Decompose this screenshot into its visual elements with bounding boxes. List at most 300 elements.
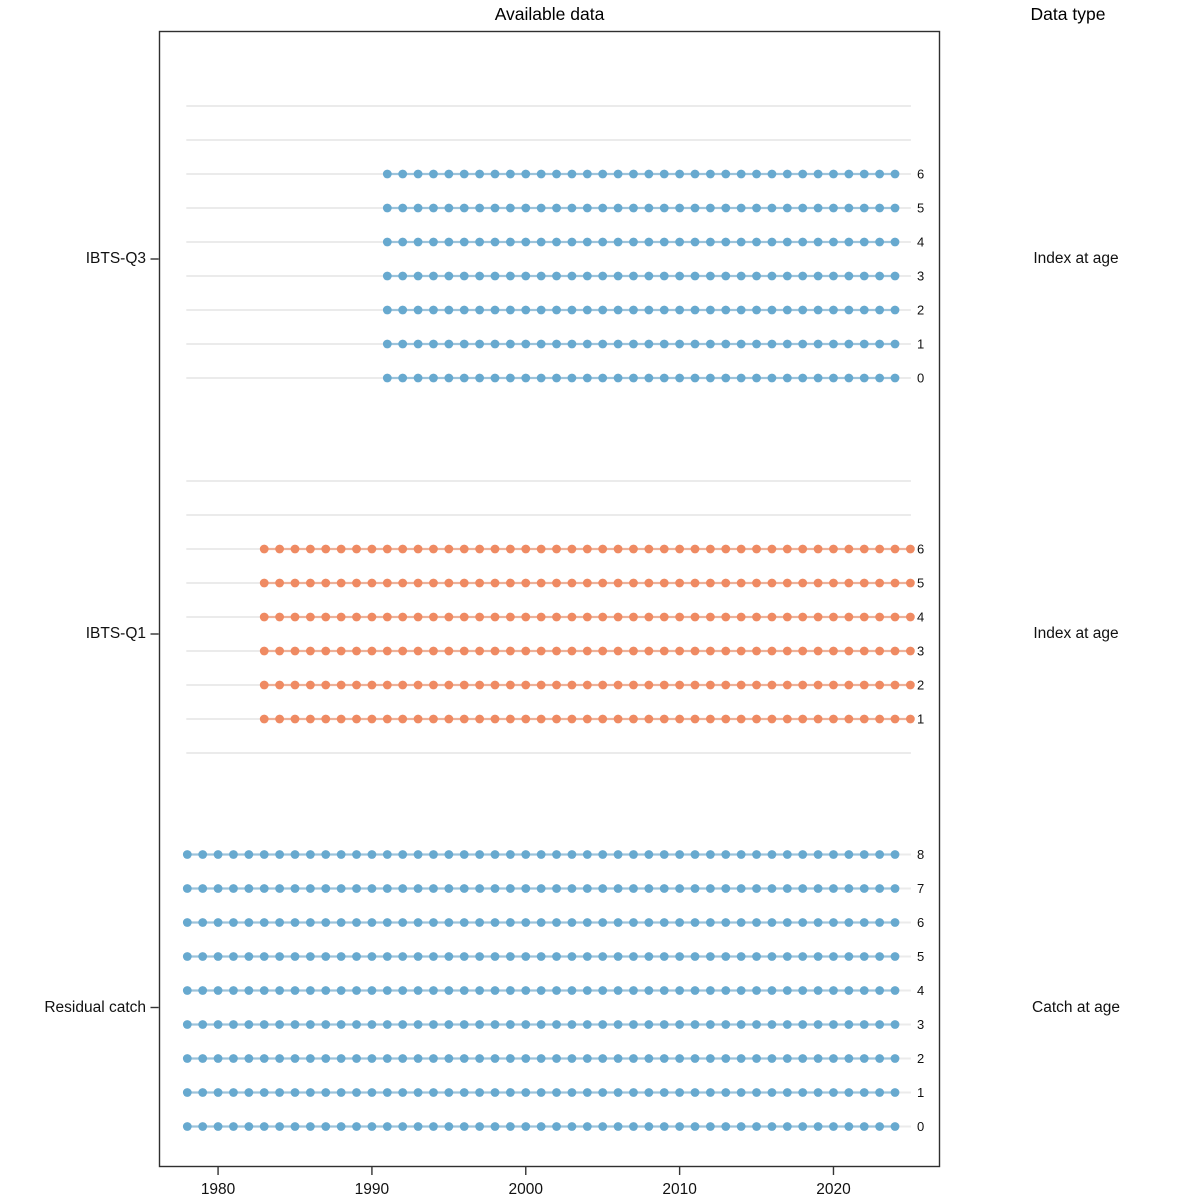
data-point	[537, 1088, 546, 1097]
data-point	[583, 1088, 592, 1097]
data-point	[844, 681, 853, 690]
data-point	[352, 884, 361, 893]
data-point	[352, 579, 361, 588]
data-point	[491, 272, 500, 281]
data-point	[321, 1054, 330, 1063]
data-point	[321, 986, 330, 995]
data-point	[691, 1054, 700, 1063]
data-point	[675, 204, 684, 213]
data-point	[752, 306, 761, 315]
data-point	[398, 613, 407, 622]
data-point	[875, 204, 884, 213]
data-point	[491, 952, 500, 961]
data-point	[552, 986, 561, 995]
data-point	[598, 238, 607, 247]
data-point	[229, 850, 238, 859]
data-point	[291, 681, 300, 690]
data-point	[829, 204, 838, 213]
data-point	[629, 952, 638, 961]
data-point	[814, 613, 823, 622]
data-point	[583, 238, 592, 247]
data-point	[798, 170, 807, 179]
data-point	[275, 952, 284, 961]
data-point	[814, 306, 823, 315]
data-point	[521, 170, 530, 179]
data-point	[783, 681, 792, 690]
data-point	[275, 715, 284, 724]
data-point	[306, 1020, 315, 1029]
age-label: 8	[917, 847, 925, 863]
data-point	[737, 613, 746, 622]
data-point	[629, 272, 638, 281]
data-point	[183, 952, 192, 961]
data-point	[337, 1054, 346, 1063]
data-point	[521, 579, 530, 588]
data-point	[660, 170, 669, 179]
data-point	[829, 1020, 838, 1029]
data-point	[814, 681, 823, 690]
data-point	[660, 647, 669, 656]
data-point	[214, 1054, 223, 1063]
data-point	[352, 850, 361, 859]
data-point	[491, 1020, 500, 1029]
data-point	[860, 579, 869, 588]
data-point	[552, 613, 561, 622]
data-point	[398, 204, 407, 213]
data-point	[275, 545, 284, 554]
data-point	[491, 1088, 500, 1097]
data-point	[706, 340, 715, 349]
data-point	[737, 884, 746, 893]
data-point	[429, 715, 438, 724]
data-point	[414, 272, 423, 281]
data-point	[352, 1088, 361, 1097]
data-point	[752, 715, 761, 724]
data-point	[537, 1020, 546, 1029]
data-point	[737, 1020, 746, 1029]
data-point	[598, 918, 607, 927]
data-point	[583, 170, 592, 179]
data-point	[614, 952, 623, 961]
data-point	[783, 1122, 792, 1131]
data-point	[244, 918, 253, 927]
data-point	[398, 170, 407, 179]
data-point	[521, 204, 530, 213]
data-point	[768, 715, 777, 724]
data-point	[414, 681, 423, 690]
data-point	[414, 170, 423, 179]
data-point	[383, 1054, 392, 1063]
data-point	[798, 715, 807, 724]
data-point	[721, 952, 730, 961]
data-point	[352, 681, 361, 690]
data-point	[491, 647, 500, 656]
data-point	[383, 681, 392, 690]
data-point	[829, 1088, 838, 1097]
data-point	[521, 986, 530, 995]
age-label: 6	[917, 915, 925, 931]
data-point	[629, 1122, 638, 1131]
data-point	[352, 986, 361, 995]
data-point	[429, 272, 438, 281]
data-point	[691, 545, 700, 554]
data-point	[414, 1054, 423, 1063]
age-label: 3	[917, 1017, 925, 1033]
data-point	[783, 374, 792, 383]
data-point	[768, 986, 777, 995]
data-point	[660, 579, 669, 588]
data-point	[537, 681, 546, 690]
data-point	[860, 340, 869, 349]
data-point	[721, 170, 730, 179]
data-point	[429, 545, 438, 554]
data-point	[383, 545, 392, 554]
data-point	[783, 986, 792, 995]
data-point	[275, 579, 284, 588]
data-point	[644, 952, 653, 961]
data-point	[691, 918, 700, 927]
data-point	[352, 647, 361, 656]
data-point	[506, 545, 515, 554]
data-point	[521, 306, 530, 315]
data-point	[337, 884, 346, 893]
data-point	[275, 1088, 284, 1097]
data-point	[675, 884, 684, 893]
age-label: 0	[917, 370, 925, 386]
data-point	[352, 1054, 361, 1063]
data-point	[552, 170, 561, 179]
data-point	[798, 1088, 807, 1097]
data-point	[814, 340, 823, 349]
data-point	[444, 715, 453, 724]
data-point	[537, 204, 546, 213]
data-point	[368, 952, 377, 961]
data-point	[583, 306, 592, 315]
data-point	[306, 647, 315, 656]
data-point	[614, 340, 623, 349]
data-point	[891, 306, 900, 315]
data-point	[768, 1054, 777, 1063]
data-point	[537, 306, 546, 315]
data-point	[475, 204, 484, 213]
data-point	[691, 579, 700, 588]
data-point	[506, 374, 515, 383]
data-point	[275, 681, 284, 690]
data-point	[214, 986, 223, 995]
data-point	[506, 681, 515, 690]
data-point	[706, 238, 715, 247]
data-point	[860, 306, 869, 315]
data-point	[537, 272, 546, 281]
data-point	[675, 579, 684, 588]
data-point	[383, 306, 392, 315]
data-point	[460, 647, 469, 656]
data-point	[521, 374, 530, 383]
data-point	[644, 272, 653, 281]
data-point	[183, 986, 192, 995]
data-point	[721, 1088, 730, 1097]
data-point	[475, 545, 484, 554]
data-point	[521, 613, 530, 622]
data-point	[537, 374, 546, 383]
data-point	[675, 1054, 684, 1063]
data-point	[644, 340, 653, 349]
data-point	[398, 374, 407, 383]
data-point	[491, 986, 500, 995]
data-point	[629, 579, 638, 588]
data-point	[783, 306, 792, 315]
data-point	[337, 850, 346, 859]
data-point	[598, 647, 607, 656]
data-point	[798, 986, 807, 995]
data-point	[568, 952, 577, 961]
data-point	[629, 681, 638, 690]
data-point	[875, 850, 884, 859]
data-point	[814, 170, 823, 179]
data-point	[798, 204, 807, 213]
data-point	[598, 952, 607, 961]
data-point	[875, 986, 884, 995]
data-point	[568, 884, 577, 893]
data-point	[552, 374, 561, 383]
data-point	[506, 1122, 515, 1131]
data-point	[521, 1054, 530, 1063]
data-point	[644, 238, 653, 247]
data-point	[644, 715, 653, 724]
data-point	[614, 681, 623, 690]
data-point	[660, 238, 669, 247]
data-point	[337, 1088, 346, 1097]
data-point	[475, 884, 484, 893]
data-point	[568, 306, 577, 315]
data-point	[737, 1122, 746, 1131]
data-point	[506, 647, 515, 656]
data-point	[660, 681, 669, 690]
data-point	[706, 681, 715, 690]
data-point	[414, 306, 423, 315]
data-point	[429, 170, 438, 179]
data-point	[506, 306, 515, 315]
data-point	[891, 170, 900, 179]
data-point	[352, 715, 361, 724]
data-point	[460, 272, 469, 281]
data-point	[614, 170, 623, 179]
data-point	[706, 850, 715, 859]
data-point	[598, 1054, 607, 1063]
data-point	[891, 545, 900, 554]
data-point	[321, 613, 330, 622]
data-point	[260, 715, 269, 724]
data-point	[660, 545, 669, 554]
data-point	[306, 850, 315, 859]
data-point	[675, 238, 684, 247]
data-point	[829, 579, 838, 588]
data-point	[752, 1088, 761, 1097]
data-point	[460, 238, 469, 247]
data-point	[844, 374, 853, 383]
data-point	[829, 374, 838, 383]
data-point	[521, 545, 530, 554]
data-point	[829, 1122, 838, 1131]
data-point	[306, 681, 315, 690]
data-point	[798, 647, 807, 656]
data-point	[491, 545, 500, 554]
data-point	[644, 613, 653, 622]
data-point	[875, 238, 884, 247]
data-point	[860, 681, 869, 690]
data-point	[691, 306, 700, 315]
data-point	[614, 850, 623, 859]
data-point	[891, 1020, 900, 1029]
data-point	[721, 986, 730, 995]
data-point	[829, 613, 838, 622]
data-point	[675, 647, 684, 656]
fleet-label-ibts-q1: IBTS-Q1	[85, 625, 146, 642]
data-point	[460, 1088, 469, 1097]
data-point	[906, 545, 915, 554]
data-point	[891, 918, 900, 927]
data-point	[829, 272, 838, 281]
data-point	[506, 1020, 515, 1029]
data-point	[768, 952, 777, 961]
data-point	[414, 613, 423, 622]
data-point	[568, 715, 577, 724]
data-type-label-index-1: Index at age	[1033, 250, 1119, 267]
data-point	[321, 545, 330, 554]
data-point	[291, 579, 300, 588]
data-point	[644, 1088, 653, 1097]
data-point	[675, 986, 684, 995]
data-point	[814, 374, 823, 383]
data-point	[506, 884, 515, 893]
data-point	[568, 170, 577, 179]
data-point	[768, 884, 777, 893]
data-point	[891, 850, 900, 859]
data-point	[675, 170, 684, 179]
data-point	[198, 952, 207, 961]
data-point	[583, 850, 592, 859]
data-point	[475, 374, 484, 383]
data-point	[629, 715, 638, 724]
data-point	[891, 579, 900, 588]
data-point	[444, 952, 453, 961]
data-point	[891, 1054, 900, 1063]
data-point	[660, 715, 669, 724]
data-point	[306, 613, 315, 622]
data-point	[814, 986, 823, 995]
data-point	[398, 952, 407, 961]
data-point	[706, 1088, 715, 1097]
data-point	[337, 579, 346, 588]
data-point	[783, 340, 792, 349]
data-point	[491, 918, 500, 927]
data-point	[383, 986, 392, 995]
panel-border	[160, 32, 940, 1167]
data-point	[260, 986, 269, 995]
data-point	[429, 1020, 438, 1029]
data-point	[429, 952, 438, 961]
data-point	[660, 1088, 669, 1097]
data-point	[244, 952, 253, 961]
data-point	[306, 952, 315, 961]
data-point	[875, 170, 884, 179]
data-point	[414, 986, 423, 995]
data-point	[214, 1122, 223, 1131]
data-point	[737, 272, 746, 281]
age-label: 5	[917, 200, 925, 216]
data-point	[675, 613, 684, 622]
data-point	[752, 1020, 761, 1029]
data-point	[829, 884, 838, 893]
data-point	[475, 681, 484, 690]
data-point	[368, 647, 377, 656]
age-label: 0	[917, 1119, 925, 1135]
data-point	[491, 306, 500, 315]
data-point	[183, 918, 192, 927]
data-point	[691, 1088, 700, 1097]
data-point	[291, 884, 300, 893]
data-point	[814, 1122, 823, 1131]
data-point	[798, 681, 807, 690]
data-point	[675, 340, 684, 349]
data-point	[844, 306, 853, 315]
data-point	[783, 579, 792, 588]
data-point	[721, 238, 730, 247]
data-point	[768, 1122, 777, 1131]
data-point	[306, 545, 315, 554]
data-point	[891, 374, 900, 383]
data-point	[583, 272, 592, 281]
data-point	[521, 1088, 530, 1097]
data-point	[475, 170, 484, 179]
data-point	[875, 715, 884, 724]
data-point	[721, 647, 730, 656]
data-point	[537, 238, 546, 247]
data-point	[737, 306, 746, 315]
data-point	[398, 1088, 407, 1097]
data-point	[644, 681, 653, 690]
data-point	[383, 918, 392, 927]
data-point	[644, 170, 653, 179]
data-point	[291, 715, 300, 724]
data-point	[537, 170, 546, 179]
data-point	[598, 681, 607, 690]
data-point	[691, 647, 700, 656]
data-point	[444, 545, 453, 554]
data-point	[583, 613, 592, 622]
data-point	[521, 715, 530, 724]
data-point	[629, 647, 638, 656]
data-point	[906, 715, 915, 724]
age-label: 6	[917, 541, 925, 557]
data-point	[521, 952, 530, 961]
data-point	[783, 272, 792, 281]
data-point	[506, 1054, 515, 1063]
data-point	[337, 545, 346, 554]
data-point	[691, 986, 700, 995]
data-point	[644, 986, 653, 995]
data-point	[460, 884, 469, 893]
data-point	[383, 204, 392, 213]
data-point	[860, 238, 869, 247]
data-point	[475, 1054, 484, 1063]
data-point	[783, 545, 792, 554]
data-point	[398, 850, 407, 859]
data-point	[660, 884, 669, 893]
data-point	[552, 884, 561, 893]
data-point	[337, 715, 346, 724]
data-point	[244, 850, 253, 859]
